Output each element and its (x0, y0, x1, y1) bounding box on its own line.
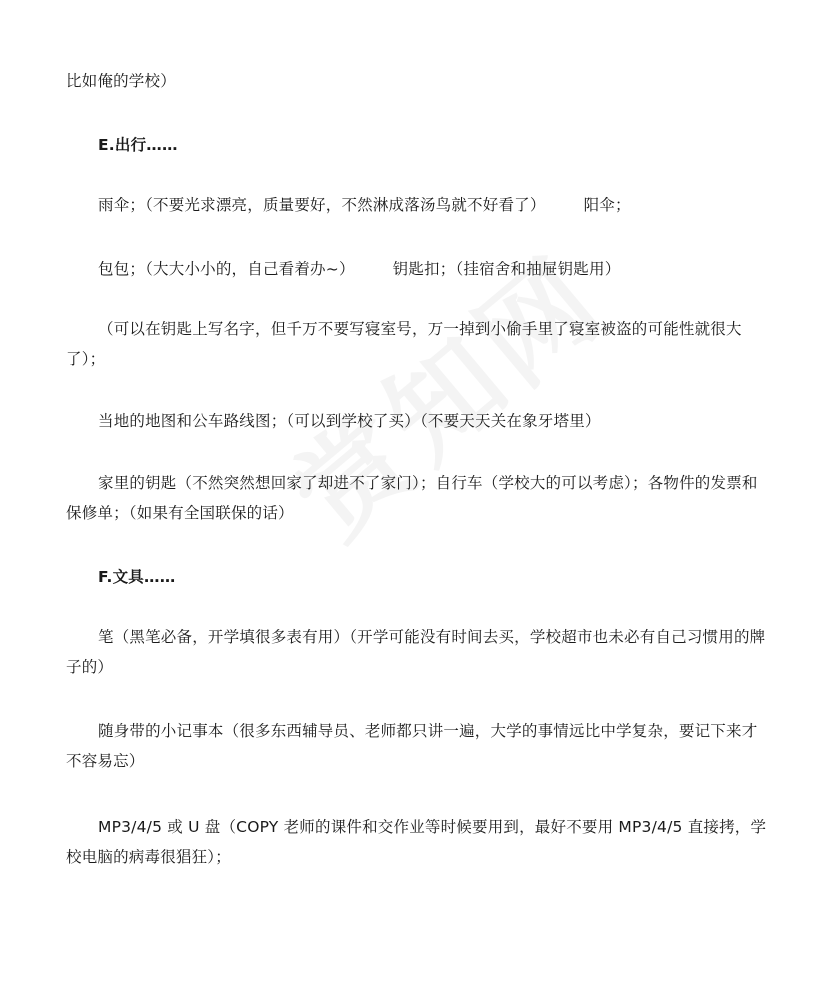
paragraph-mp3-usb: MP3/4/5 或 U 盘（COPY 老师的课件和交作业等时候要用到，最好不要用 MP3/4/5 直接拷，学校电脑的病毒很猖狂）； (66, 818, 767, 866)
item-parasol: 阳伞； (583, 196, 631, 214)
paragraph-map: 当地的地图和公车路线图；（可以到学校了买）（不要天天关在象牙塔里） (98, 412, 601, 430)
paragraph-umbrella (66, 190, 768, 220)
paragraph-bag-keyring (66, 254, 768, 284)
item-bag: 包包；（大大小小的，自己看着办~） (98, 260, 355, 278)
paragraph-pen: 笔（黑笔必备，开学填很多表有用）（开学可能没有时间去买，学校超市也未必有自己习惯用的牌子的） (66, 628, 766, 676)
section-heading-stationery: F.文具…… (98, 568, 176, 586)
paragraph-home-keys-bike: 家里的钥匙（不然突然想回家了却进不了家门）；自行车（学校大的可以考虑）；各物件的发票和保修单；（如果有全国联保的话） (66, 474, 758, 522)
paragraph-school-note: 比如俺的学校） (66, 72, 176, 90)
section-heading-travel: E.出行…… (98, 136, 178, 154)
item-keyring: 钥匙扣；（挂宿舍和抽屉钥匙用） (392, 260, 621, 278)
paragraph-key-name-note: （可以在钥匙上写名字，但千万不要写寝室号，万一掉到小偷手里了寝室被盗的可能性就很大了）； (66, 320, 742, 368)
paragraph-notebook: 随身带的小记事本（很多东西辅导员、老师都只讲一遍，大学的事情远比中学复杂，要记下来才不容易忘） (66, 722, 758, 770)
item-umbrella: 雨伞；（不要光求漂亮，质量要好，不然淋成落汤鸟就不好看了） (98, 196, 546, 214)
